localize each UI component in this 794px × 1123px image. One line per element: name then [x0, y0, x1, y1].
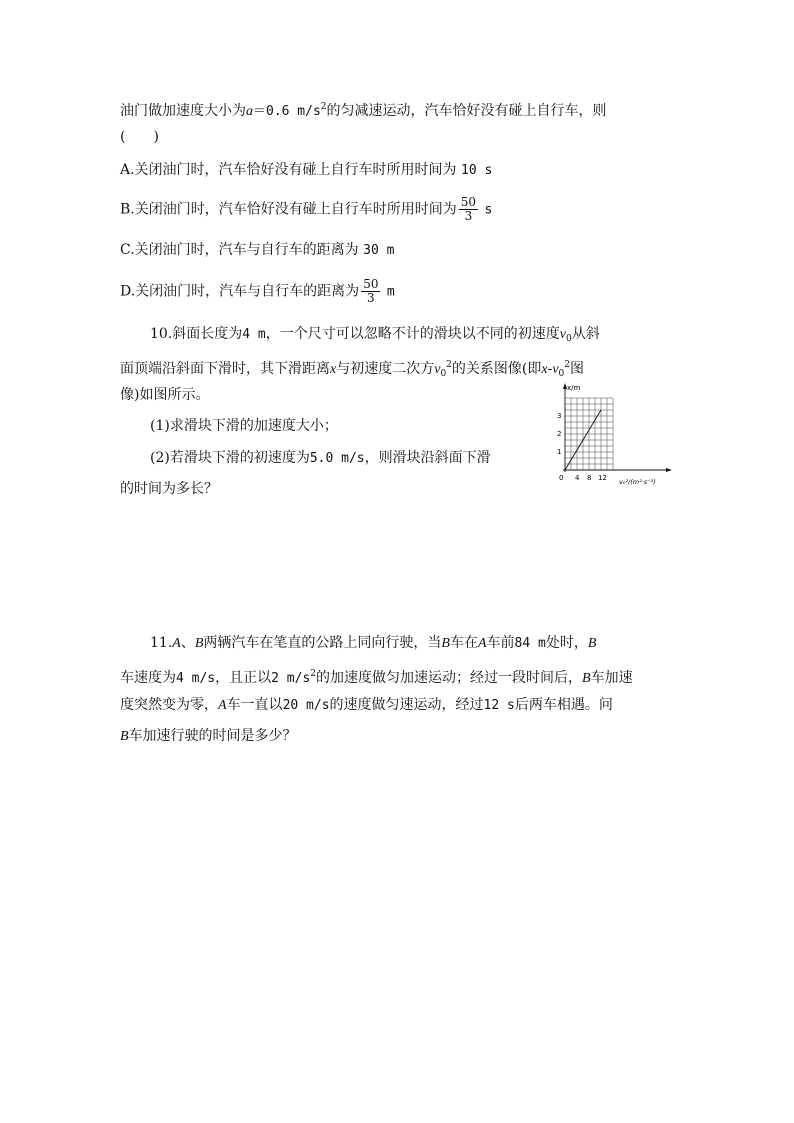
q9-option-d-den: 3	[367, 291, 375, 305]
q11-text-7: 的加速度做匀加速运动；经过一段时间后，	[316, 670, 583, 686]
q10-text-6: 图	[570, 361, 585, 377]
graph-grid	[565, 398, 613, 470]
graph-x-label: v₀²/(m²·s⁻²)	[619, 478, 656, 486]
q11-text-11: 的速度做匀速运动，经过	[329, 697, 484, 713]
q10-part2-speed: 5.0 m/s	[309, 451, 365, 466]
q11-a-speed: 20 m/s	[282, 698, 330, 713]
graph-x-tick-0: 0	[559, 474, 564, 482]
q10-part2-cont	[120, 479, 218, 499]
q9-stem-text-b: 的匀减速运动，汽车恰好没有碰上自行车，则	[326, 103, 607, 119]
q10-line3	[120, 385, 209, 405]
q10-text-3: 面顶端沿斜面下滑时，其下滑距离	[120, 361, 330, 377]
q9-option-b-den: 3	[464, 209, 473, 223]
q11-b-speed: 4 m/s	[176, 671, 216, 686]
graph-y-tick-2: 2	[557, 430, 562, 438]
q9-option-d-text: D.关闭油门时，汽车与自行车的距离为	[120, 283, 360, 300]
q11-text-9: 度突然变为零，	[120, 697, 218, 713]
q10-sub-0b: 0	[440, 369, 447, 379]
q9-paren-text: ( )	[120, 129, 159, 145]
q10-sub-0c: 0	[558, 369, 565, 379]
q9-stem-line1	[120, 97, 607, 122]
q11-text-6: ，且正以	[215, 670, 272, 686]
q10-line1	[150, 324, 600, 349]
graph-x-tick-12: 12	[598, 474, 607, 482]
q10-part2-text-a: (2)若滑块下滑的初速度为	[150, 450, 310, 466]
q10-sup-2b: 2	[564, 360, 571, 370]
q10-text-4: 与初速度二次方	[336, 361, 435, 377]
q10-part1-text: (1)求滑块下滑的加速度大小；	[150, 418, 338, 434]
x-v0-squared-graph	[555, 380, 675, 488]
q11-var-b2: B	[441, 636, 450, 651]
q10-text-5: 的关系图像(即	[451, 361, 542, 377]
q10-part2-text-b: ，则滑块沿斜面下滑	[364, 450, 491, 466]
q9-option-c-value: 30 m	[363, 243, 395, 258]
q11-var-a3: A	[218, 698, 227, 713]
q10-text-2: 从斜	[571, 326, 600, 342]
q11-var-b3: B	[587, 636, 597, 651]
q11-line4	[120, 726, 297, 747]
q10-dash: -	[547, 361, 553, 377]
q11-text-13: 车加速行驶的时间是多少？	[128, 728, 297, 744]
q11-line1	[150, 633, 596, 654]
q9-option-d	[120, 278, 395, 305]
q9-accel-exp: 2	[320, 102, 327, 112]
q11-var-b4: B	[582, 671, 591, 686]
graph-y-tick-1: 1	[557, 448, 562, 456]
q11-var-b1: B	[194, 636, 204, 651]
q9-option-a-value: 10 s	[461, 163, 493, 178]
q9-option-b-num: 50	[460, 195, 477, 209]
q9-accel-value: ＝0.6 m/s	[253, 104, 321, 119]
q11-text-10: 车一直以	[226, 697, 283, 713]
q11-var-b5: B	[120, 729, 129, 744]
q9-option-a	[120, 160, 492, 181]
q11-text-1: 两辆汽车在笔直的公路上同向行驶，当	[203, 635, 442, 651]
q10-length: 4 m	[242, 327, 266, 342]
q11-distance: 84 m	[514, 636, 546, 651]
q11-text-8: 车加速	[590, 670, 633, 686]
q11-accel-exp: 2	[310, 669, 317, 679]
graph-x-arrow	[666, 468, 672, 472]
q10-var-v2: v	[434, 362, 441, 377]
q11-number: 11.	[150, 635, 173, 651]
graph-x-tick-4: 4	[575, 474, 580, 482]
q10-line2	[120, 355, 584, 384]
graph-x-tick-8: 8	[587, 474, 592, 482]
q11-line3	[120, 695, 613, 716]
q9-option-c-text: C.关闭油门时，汽车与自行车的距离为	[120, 242, 359, 258]
q10-sup-2: 2	[446, 360, 452, 370]
q10-number-text: 10.斜面长度为	[150, 326, 243, 342]
q11-var-a1: A	[172, 636, 181, 651]
q9-option-b-text: B.关闭油门时，汽车恰好没有碰上自行车时所用时间为	[120, 201, 457, 218]
q9-option-d-num: 50	[363, 277, 379, 291]
graph-y-label: x/m	[567, 384, 581, 392]
q9-option-d-fraction	[361, 278, 380, 305]
q9-option-b-fraction	[459, 196, 478, 223]
q11-text-3: 车前	[486, 635, 515, 651]
q10-var-v: v	[559, 327, 566, 342]
q11-line2	[120, 664, 633, 689]
q11-b-accel: 2 m/s	[271, 671, 311, 686]
q10-sub-0: 0	[565, 334, 572, 344]
q9-var-a: a	[246, 104, 253, 119]
q9-option-c	[120, 240, 394, 261]
q10-part2-text-c: 的时间为多长？	[120, 481, 218, 497]
q10-text-1: ，一个尺寸可以忽略不计的滑块以不同的初速度	[265, 326, 560, 342]
q10-var-x2: x	[541, 362, 548, 377]
q11-text-2: 车在	[449, 635, 478, 651]
q11-text-5: 车速度为	[120, 670, 176, 686]
q11-time: 12 s	[483, 698, 515, 713]
q10-part2	[150, 448, 491, 469]
q9-answer-paren	[120, 127, 159, 147]
q9-option-b	[120, 196, 492, 223]
q9-option-d-unit: m	[386, 284, 395, 300]
q9-option-b-unit: s	[484, 202, 493, 218]
q10-var-x: x	[330, 362, 337, 377]
q10-var-v3: v	[552, 362, 559, 377]
q9-option-a-text: A.关闭油门时，汽车恰好没有碰上自行车时所用时间为	[120, 162, 457, 178]
q10-text-7: 像)如图所示。	[120, 387, 210, 403]
q11-var-a2: A	[477, 636, 487, 651]
q10-part1	[150, 416, 338, 436]
q11-text-12: 后两车相遇。问	[514, 697, 613, 713]
q9-stem-text-a: 油门做加速度大小为	[120, 103, 246, 119]
q11-text-4: 处时，	[545, 635, 588, 651]
q11-sep: 、	[180, 635, 195, 651]
graph-y-tick-3: 3	[557, 412, 562, 420]
